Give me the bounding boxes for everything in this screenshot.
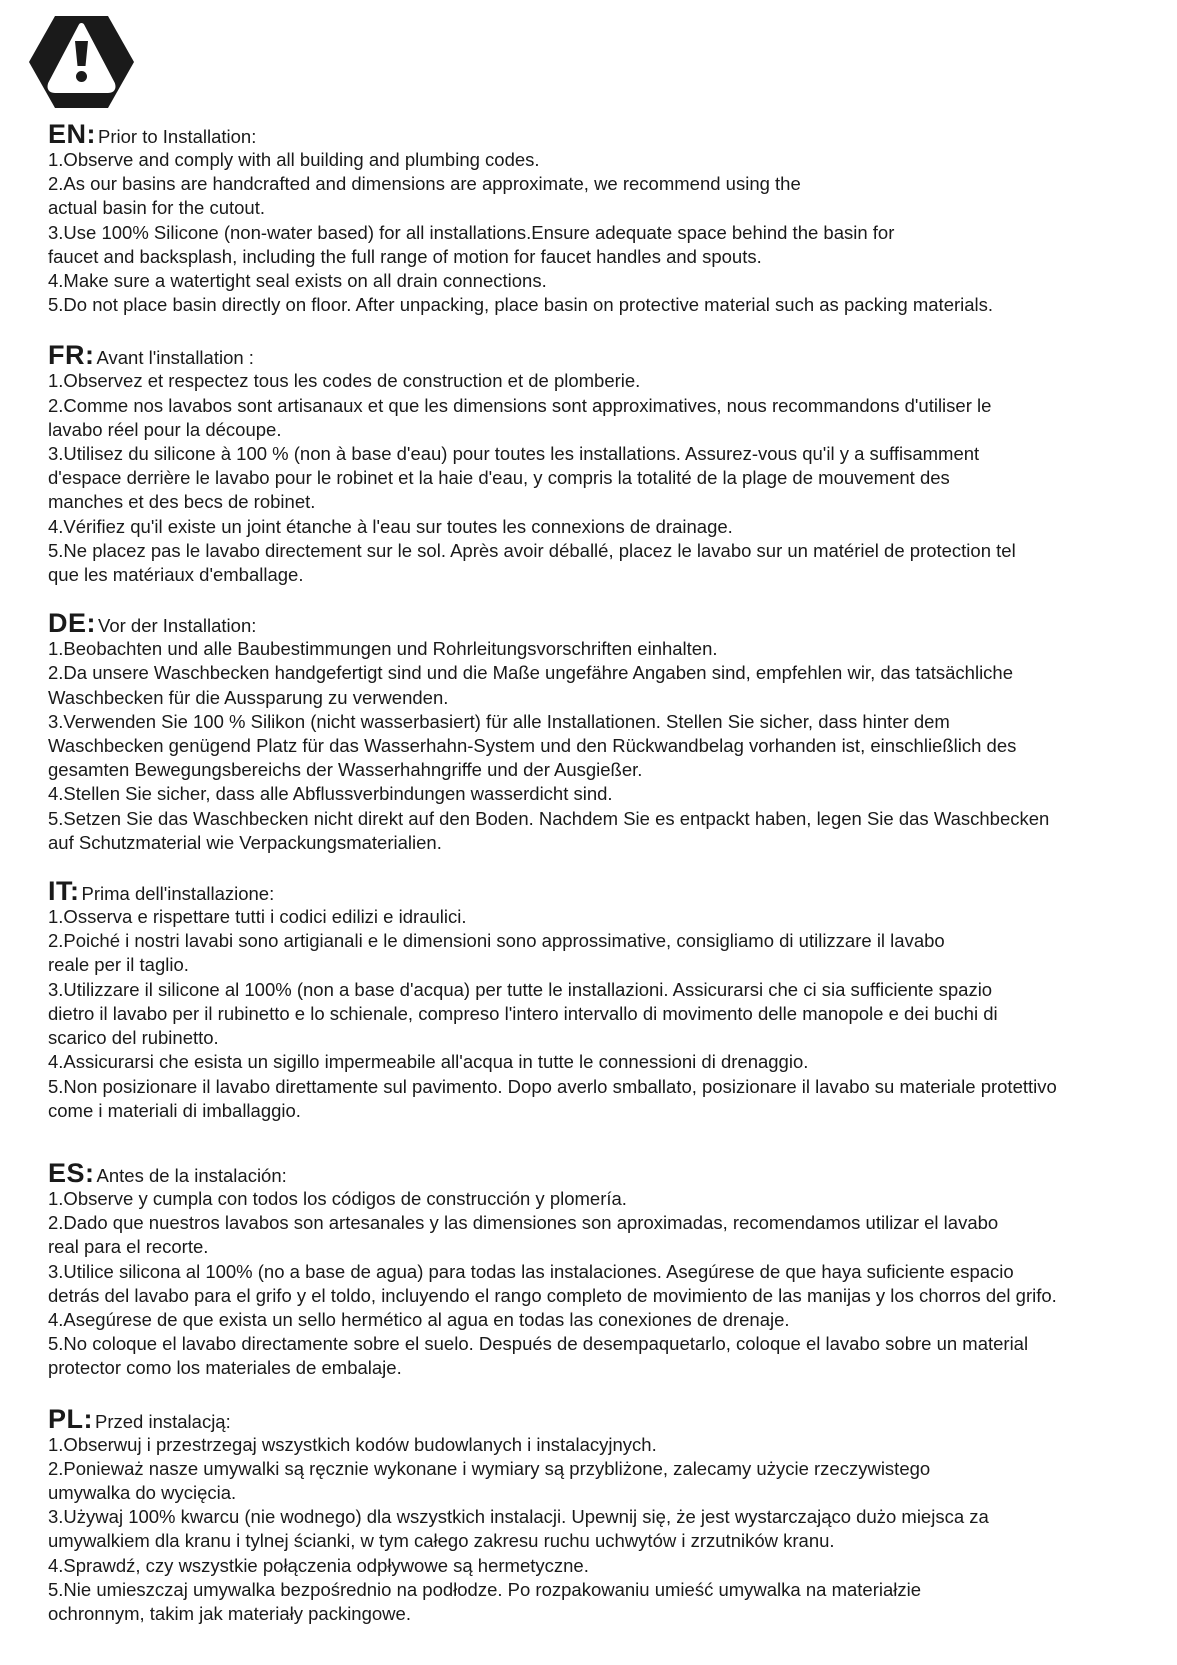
list-item: 1.Observe y cumpla con todos los códigos de construcción y plomería. bbox=[48, 1187, 627, 1209]
list-item: 3.Utilice silicona al 100% (no a base de agua) para todas las instalaciones. Asegúrese de que haya suficiente espacio detrás del lavabo para el grifo y el toldo, incluyendo el rango completo de movimiento de las manijas y los chorros del grifo. bbox=[48, 1260, 1057, 1306]
list-item: 5.Setzen Sie das Waschbecken nicht direkt auf den Boden. Nachdem Sie es entpackt haben, legen Sie das Waschbecken auf Schutzmaterial wie Verpackungsmaterialien. bbox=[48, 807, 1050, 853]
list-item: 3.Verwenden Sie 100 % Silikon (nicht wasserbasiert) für alle Installationen. Stellen Sie sicher, dass hinter dem Waschbecken genügend Platz für das Wasserhahn-System und den Rückwandbelag vorhanden ist, einschließlich des gesamten Bewegungsbereichs der Wasserhahngriffe und der Ausgießer. bbox=[48, 710, 1017, 781]
section-title: Przed instalacją: bbox=[95, 1410, 231, 1432]
list-item: 4.Assicurarsi che esista un sigillo impermeabile all'acqua in tutte le connessioni di drenaggio. bbox=[48, 1051, 809, 1073]
list-item: 3.Używaj 100% kwarcu (nie wodnego) dla wszystkich instalacji. Upewnij się, że jest wystarczająco dużo miejsca za umywalkiem dla kranu i tylnej ścianki, w tym całego zakresu ruchu uchwytów i zrzutników kranu. bbox=[48, 1506, 989, 1552]
list-item: 5.Nie umieszczaj umywalka bezpośrednio na podłodze. Po rozpakowaniu umieść umywalka na materiałzie ochronnym, takim jak materiały packingowe. bbox=[48, 1578, 922, 1624]
section-pl bbox=[48, 1405, 1158, 1627]
list-item: 1.Beobachten und alle Baubestimmungen und Rohrleitungsvorschriften einhalten. bbox=[48, 638, 718, 660]
list-item: 4.Stellen Sie sicher, dass alle Abflussverbindungen wasserdicht sind. bbox=[48, 783, 613, 805]
list-item: 5.Ne placez pas le lavabo directement sur le sol. Après avoir déballé, placez le lavabo sur un matériel de protection tel que les matériaux d'emballage. bbox=[48, 539, 1016, 586]
list-item: 2.Ponieważ nasze umywalki są ręcznie wykonane i wymiary są przybliżone, zalecamy użycie rzeczywistego umywalka do wycięcia. bbox=[48, 1457, 931, 1503]
list-item: 1.Observez et respectez tous les codes de construction et de plomberie. bbox=[48, 370, 641, 392]
list-item: 3.Utilizzare il silicone al 100% (non a base d'acqua) per tutte le installazioni. Assicurarsi che ci sia sufficiente spazio dietro il lavabo per il rubinetto e lo schienale, compreso l'intero intervallo di movimento delle manopole e dei buchi di scarico del rubinetto. bbox=[48, 978, 998, 1049]
language-code: FR: bbox=[48, 340, 95, 371]
section-heading bbox=[48, 877, 1158, 905]
language-code: IT: bbox=[48, 876, 80, 907]
section-es bbox=[48, 1159, 1158, 1381]
list-item: 2.Dado que nuestros lavabos son artesanales y las dimensiones son aproximadas, recomendamos utilizar el lavabo real para el recorte. bbox=[48, 1212, 999, 1258]
list-item: 2.Poiché i nostri lavabi sono artigianali e le dimensioni sono approssimative, consigliamo di utilizzare il lavabo reale per il taglio. bbox=[48, 930, 945, 976]
section-it bbox=[48, 877, 1158, 1123]
section-heading bbox=[48, 1405, 1158, 1433]
section-title: Avant l'installation : bbox=[96, 347, 254, 369]
list-item: 1.Osserva e rispettare tutti i codici edilizi e idraulici. bbox=[48, 906, 467, 928]
section-heading bbox=[48, 341, 1158, 369]
language-code: DE: bbox=[48, 608, 96, 639]
instructions-content bbox=[48, 120, 1158, 1626]
list-item: 4.Asegúrese de que exista un sello hermético al agua en todas las conexiones de drenaje. bbox=[48, 1308, 790, 1330]
list-item: 5.No coloque el lavabo directamente sobre el suelo. Después de desempaquetarlo, coloque el lavabo sobre un material protector como los materiales de embalaje. bbox=[48, 1333, 1029, 1379]
section-heading bbox=[48, 120, 1158, 148]
section-fr bbox=[48, 341, 1158, 587]
warning-icon bbox=[28, 14, 135, 110]
language-code: PL: bbox=[48, 1403, 93, 1434]
section-title: Antes de la instalación: bbox=[96, 1164, 287, 1186]
list-item: 4.Sprawdź, czy wszystkie połączenia odpływowe są hermetyczne. bbox=[48, 1554, 589, 1576]
section-title: Prima dell'installazione: bbox=[81, 883, 275, 905]
list-item: 2.Comme nos lavabos sont artisanaux et que les dimensions sont approximatives, nous recommandons d'utiliser le lavabo réel pour la découpe. bbox=[48, 394, 992, 440]
section-de bbox=[48, 609, 1158, 855]
section-heading bbox=[48, 1159, 1158, 1187]
section-title: Vor der Installation: bbox=[98, 615, 257, 637]
list-item: 5.Do not place basin directly on floor. After unpacking, place basin on protective material such as packing materials. bbox=[48, 294, 994, 316]
list-item: 2.Da unsere Waschbecken handgefertigt sind und die Maße ungefähre Angaben sind, empfehlen wir, das tatsächliche Waschbecken für die Aussparung zu verwenden. bbox=[48, 662, 1014, 708]
list-item: 1.Observe and comply with all building and plumbing codes. bbox=[48, 149, 540, 170]
language-code: EN: bbox=[48, 119, 96, 149]
list-item: 5.Non posizionare il lavabo direttamente sul pavimento. Dopo averlo smballato, posizionare il lavabo su materiale protettivo come i materiali di imballaggio. bbox=[48, 1075, 1057, 1121]
language-code: ES: bbox=[48, 1157, 95, 1188]
list-item: 4.Vérifiez qu'il existe un joint étanche à l'eau sur toutes les connexions de drainage. bbox=[48, 515, 733, 537]
section-title: Prior to Installation: bbox=[98, 126, 257, 147]
section-heading bbox=[48, 609, 1158, 637]
section-en bbox=[48, 120, 1158, 317]
list-item: 3.Utilisez du silicone à 100 % (non à base d'eau) pour toutes les installations. Assurez-vous qu'il y a suffisamment d'espace derrière le lavabo pour le robinet et la haie d'eau, y compris la totalité de la plage de mouvement des manches et des becs de robinet. bbox=[48, 443, 980, 513]
list-item: 2.As our basins are handcrafted and dimensions are approximate, we recommend using the actual basin for the cutout. bbox=[48, 173, 801, 219]
list-item: 3.Use 100% Silicone (non-water based) for all installations.Ensure adequate space behind the basin for faucet and backsplash, including the full range of motion for faucet handles and spouts. bbox=[48, 221, 895, 267]
list-item: 1.Obserwuj i przestrzegaj wszystkich kodów budowlanych i instalacyjnych. bbox=[48, 1433, 657, 1455]
list-item: 4.Make sure a watertight seal exists on all drain connections. bbox=[48, 270, 547, 292]
